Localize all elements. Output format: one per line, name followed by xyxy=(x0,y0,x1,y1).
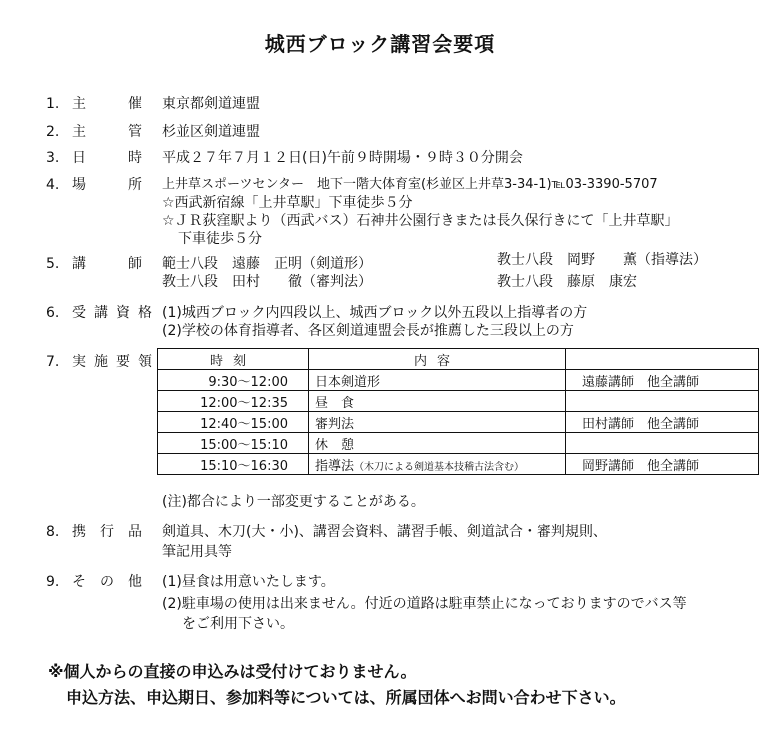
row-content: 休 憩 xyxy=(309,433,566,454)
item-number: 2. xyxy=(46,124,60,140)
item-number: 4. xyxy=(46,177,60,193)
other-2b: をご利用下さい。 xyxy=(182,616,294,632)
header-content: 内容 xyxy=(309,349,566,370)
footer-notice-1: ※個人からの直接の申込みは受付けておりません。 xyxy=(48,662,417,681)
belongings-1: 剣道具、木刀(大・小)、講習会資料、講習手帳、剣道試合・審判規則、 xyxy=(162,524,607,540)
schedule-remark: (注)都合により一部変更することがある。 xyxy=(162,494,425,510)
row-content: 日本剣道形 xyxy=(309,370,566,391)
table-row xyxy=(158,454,759,475)
item-label: 実 施 要 領 xyxy=(72,354,152,370)
header-time: 時刻 xyxy=(158,349,309,370)
row-content: 指導法（木刀による剣道基本技稽古法含む） xyxy=(309,454,566,475)
item-number: 8. xyxy=(46,524,60,540)
item-label: 主 催 xyxy=(72,96,142,112)
item-label: そ の 他 xyxy=(72,574,142,590)
table-row xyxy=(158,412,759,433)
belongings-2: 筆記用具等 xyxy=(162,544,232,560)
date-value: 平成２７年７月１２日(日)午前９時開場・９時３０分開会 xyxy=(162,150,523,166)
lecturer-2: 教士八段 岡野 薫（指導法） xyxy=(497,252,707,268)
item-label: 場 所 xyxy=(72,177,142,193)
place-access-2b: 下車徒歩５分 xyxy=(178,231,262,247)
table-header-row xyxy=(158,349,759,370)
lecturer-1: 範士八段 遠藤 正明（剣道形） xyxy=(162,256,372,272)
row-time: 12:40～15:00 xyxy=(158,412,309,433)
lecturer-4: 教士八段 藤原 康宏 xyxy=(497,274,637,290)
row-content: 審判法 xyxy=(309,412,566,433)
sponsor-value: 東京都剣道連盟 xyxy=(162,96,260,112)
row-instructor: 岡野講師 他全講師 xyxy=(566,454,759,475)
item-label: 主 管 xyxy=(72,124,142,140)
item-label: 携 行 品 xyxy=(72,524,142,540)
item-number: 3. xyxy=(46,150,60,166)
item-label: 講 師 xyxy=(72,256,142,272)
row-time: 12:00～12:35 xyxy=(158,391,309,412)
item-number: 5. xyxy=(46,256,60,272)
manager-value: 杉並区剣道連盟 xyxy=(162,124,260,140)
place-value: 上井草スポーツセンター 地下一階大体育室(杉並区上井草3-34-1)℡03-3390-5707 xyxy=(162,177,658,192)
qualification-2: (2)学校の体育指導者、各区剣道連盟会長が推薦した三段以上の方 xyxy=(162,323,574,339)
row-instructor: 遠藤講師 他全講師 xyxy=(566,370,759,391)
footer-notice-2: 申込方法、申込期日、参加料等については、所属団体へお問い合わせ下さい。 xyxy=(66,688,626,707)
table-row xyxy=(158,391,759,412)
table-row xyxy=(158,370,759,391)
row-instructor xyxy=(566,391,759,412)
row-content: 昼 食 xyxy=(309,391,566,412)
item-label: 日 時 xyxy=(72,150,142,166)
row-time: 9:30～12:00 xyxy=(158,370,309,391)
item-label: 受 講 資 格 xyxy=(72,305,152,321)
schedule-table xyxy=(157,348,759,475)
row-instructor: 田村講師 他全講師 xyxy=(566,412,759,433)
place-access-2: ☆ＪＲ荻窪駅より（西武バス）石神井公園行きまたは長久保行きにて「上井草駅」 xyxy=(162,213,679,229)
table-row xyxy=(158,433,759,454)
row-time: 15:00～15:10 xyxy=(158,433,309,454)
document-title: 城西ブロック講習会要項 xyxy=(264,32,496,56)
item-number: 9. xyxy=(46,574,60,590)
other-1: (1)昼食は用意いたします。 xyxy=(162,574,335,590)
row-instructor xyxy=(566,433,759,454)
lecturer-3: 教士八段 田村 徹（審判法） xyxy=(162,274,372,290)
qualification-1: (1)城西ブロック内四段以上、城西ブロック以外五段以上指導者の方 xyxy=(162,305,588,321)
item-number: 6. xyxy=(46,305,60,321)
item-number: 1. xyxy=(46,96,60,112)
place-access-1: ☆西武新宿線「上井草駅」下車徒歩５分 xyxy=(162,195,413,211)
other-2: (2)駐車場の使用は出来ません。付近の道路は駐車禁止になっておりますのでバス等 xyxy=(162,596,687,612)
row-time: 15:10～16:30 xyxy=(158,454,309,475)
header-instructor xyxy=(566,349,759,370)
item-number: 7. xyxy=(46,354,60,370)
